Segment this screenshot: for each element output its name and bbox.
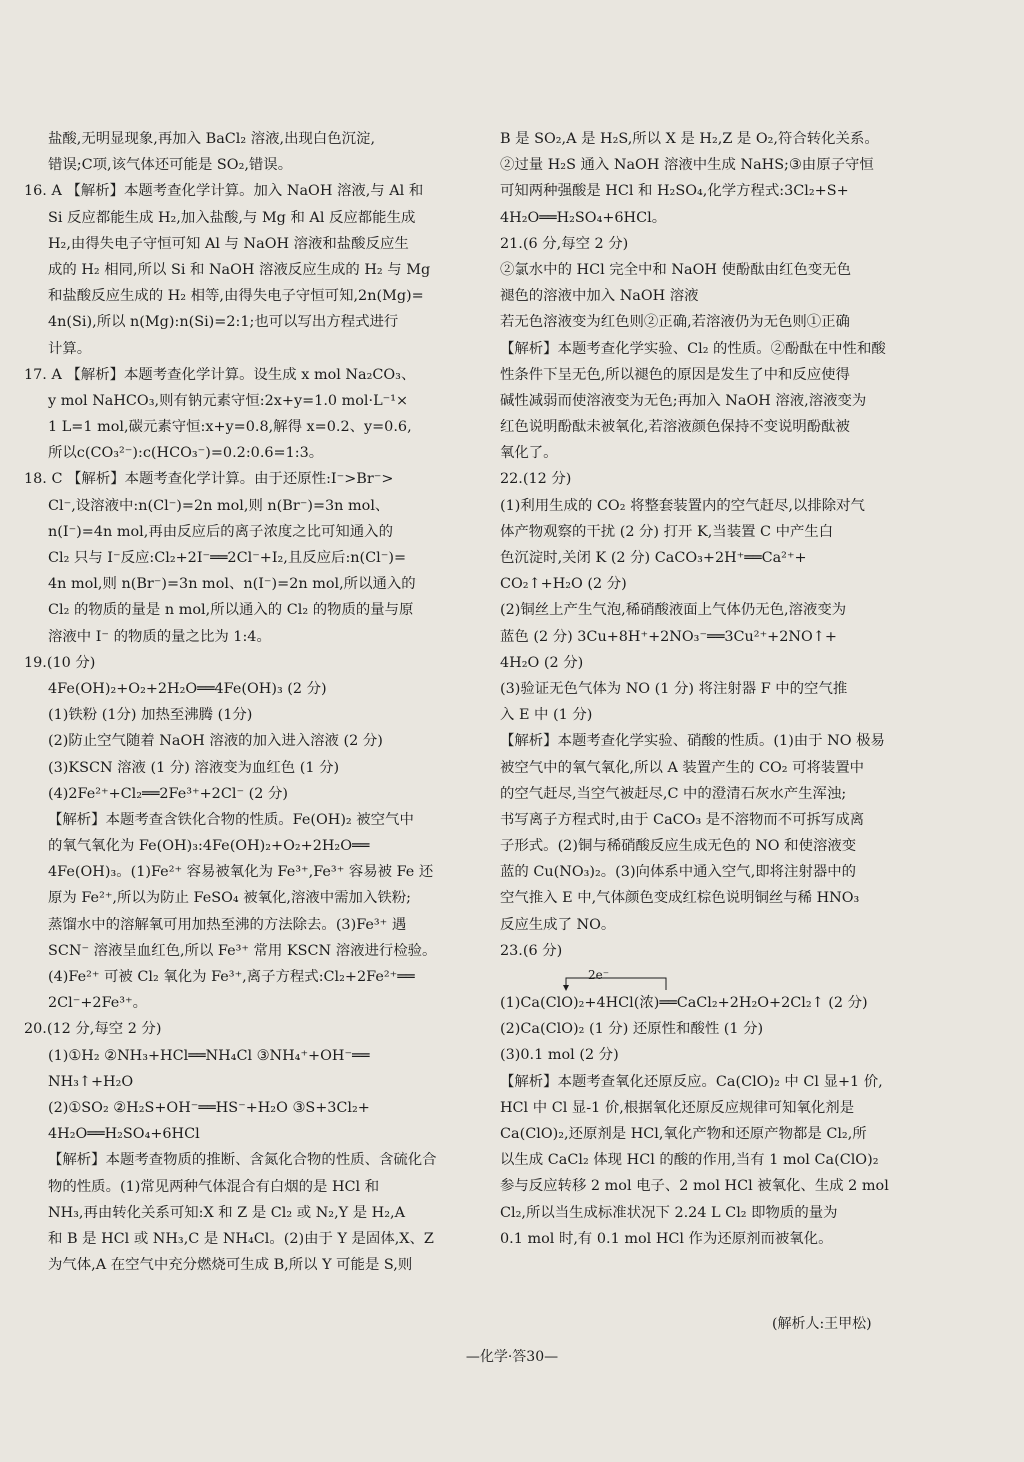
text-line: 参与反应转移 2 mol 电子、2 mol HCl 被氧化、生成 2 mol <box>500 1178 889 1195</box>
text-line: 21.(6 分,每空 2 分) <box>500 235 629 252</box>
text-line: 17. A 【解析】本题考查化学计算。设生成 x mol Na₂CO₃、 <box>24 366 416 383</box>
text-line: 【解析】本题考查含铁化合物的性质。Fe(OH)₂ 被空气中 <box>48 811 414 828</box>
text-line: 所以c(CO₃²⁻):c(HCO₃⁻)=0.2:0.6=1:3。 <box>48 445 324 462</box>
text-line: 计算。 <box>48 340 92 357</box>
text-line: H₂,由得失电子守恒可知 Al 与 NaOH 溶液和盐酸反应生 <box>48 235 409 252</box>
electron-transfer-arrow <box>500 964 920 990</box>
text-line: 【解析】本题考查化学实验、Cl₂ 的性质。②酚酞在中性和酸 <box>500 340 886 357</box>
text-line: 【解析】本题考查物质的推断、含氮化合物的性质、含硫化合 <box>48 1152 437 1169</box>
text-line: n(I⁻)=4n mol,再由反应后的离子浓度之比可知通入的 <box>48 523 393 540</box>
text-line: 19.(10 分) <box>24 654 96 671</box>
text-line: 20.(12 分,每空 2 分) <box>24 1021 162 1038</box>
text-line: (2)①SO₂ ②H₂S+OH⁻══HS⁻+H₂O ③S+3Cl₂+ <box>48 1099 370 1116</box>
text-line: (3)0.1 mol (2 分) <box>500 1047 619 1064</box>
text-line: 22.(12 分) <box>500 471 572 488</box>
text-line: (4)2Fe²⁺+Cl₂══2Fe³⁺+2Cl⁻ (2 分) <box>48 785 288 802</box>
text-line: 16. A 【解析】本题考查化学计算。加入 NaOH 溶液,与 Al 和 <box>24 183 424 200</box>
text-line: 1 L=1 mol,碳元素守恒:x+y=0.8,解得 x=0.2、y=0.6, <box>48 419 412 436</box>
text-line: 和盐酸反应生成的 H₂ 相等,由得失电子守恒可知,2n(Mg)= <box>48 288 424 305</box>
text-line: ②氯水中的 HCl 完全中和 NaOH 使酚酞由红色变无色 <box>500 261 852 278</box>
text-line: 【解析】本题考查氧化还原反应。Ca(ClO)₂ 中 Cl 显+1 价, <box>500 1073 883 1090</box>
text-line: 氧化了。 <box>500 445 558 462</box>
text-line: 蓝色 (2 分) 3Cu+8H⁺+2NO₃⁻══3Cu²⁺+2NO↑+ <box>500 628 837 645</box>
text-line: (3)验证无色气体为 NO (1 分) 将注射器 F 中的空气推 <box>500 680 848 697</box>
left-column <box>24 126 476 1278</box>
text-line: ②过量 H₂S 通入 NaOH 溶液中生成 NaHS;③由原子守恒 <box>500 157 874 174</box>
text-line: 4H₂O══H₂SO₄+6HCl。 <box>500 209 667 226</box>
text-line: y mol NaHCO₃,则有钠元素守恒:2x+y=1.0 mol·L⁻¹× <box>48 392 409 409</box>
text-line: (1)铁粉 (1分) 加热至沸腾 (1分) <box>48 707 253 724</box>
text-line: Cl₂ 的物质的量是 n mol,所以通入的 Cl₂ 的物质的量与原 <box>48 602 414 619</box>
text-line: 4Fe(OH)₂+O₂+2H₂O══4Fe(OH)₃ (2 分) <box>48 680 327 697</box>
text-line: 以生成 CaCl₂ 体现 HCl 的酸的作用,当有 1 mol Ca(ClO)₂ <box>500 1152 879 1169</box>
text-line: 蒸馏水中的溶解氧可用加热至沸的方法除去。(3)Fe³⁺ 遇 <box>48 916 407 933</box>
text-line: (3)KSCN 溶液 (1 分) 溶液变为血红色 (1 分) <box>48 759 340 776</box>
text-line: 4H₂O══H₂SO₄+6HCl <box>48 1126 200 1143</box>
text-line: 成的 H₂ 相同,所以 Si 和 NaOH 溶液反应生成的 H₂ 与 Mg <box>48 261 431 278</box>
text-line: 错误;C项,该气体还可能是 SO₂,错误。 <box>48 157 293 174</box>
text-line: 性条件下呈无色,所以褪色的原因是发生了中和反应使得 <box>500 366 850 383</box>
text-line: 4n mol,则 n(Br⁻)=3n mol、n(I⁻)=2n mol,所以通入的 <box>48 576 416 593</box>
text-line: 23.(6 分) <box>500 942 563 959</box>
text-line: 入 E 中 (1 分) <box>500 707 593 724</box>
text-line: 4n(Si),所以 n(Mg):n(Si)=2:1;也可以写出方程式进行 <box>48 314 399 331</box>
text-line: Si 反应都能生成 H₂,加入盐酸,与 Mg 和 Al 反应都能生成 <box>48 209 416 226</box>
text-line: Cl₂,所以当生成标准状况下 2.24 L Cl₂ 即物质的量为 <box>500 1204 838 1221</box>
text-line: 物的性质。(1)常见两种气体混合有白烟的是 HCl 和 <box>48 1178 380 1195</box>
text-line: 盐酸,无明显现象,再加入 BaCl₂ 溶液,出现白色沉淀, <box>48 131 376 147</box>
text-line: NH₃,再由转化关系可知:X 和 Z 是 Cl₂ 或 N₂,Y 是 H₂,A <box>48 1204 405 1221</box>
text-line: 色沉淀时,关闭 K (2 分) CaCO₃+2H⁺══Ca²⁺+ <box>500 550 807 566</box>
text-line: Cl₂ 只与 I⁻反应:Cl₂+2I⁻══2Cl⁻+I₂,且反应后:n(Cl⁻)= <box>48 550 407 566</box>
text-line: 原为 Fe²⁺,所以为防止 FeSO₄ 被氧化,溶液中需加入铁粉; <box>48 890 411 907</box>
text-line: 18. C 【解析】本题考查化学计算。由于还原性:I⁻>Br⁻> <box>24 471 394 488</box>
text-line: CO₂↑+H₂O (2 分) <box>500 576 627 593</box>
text-line: (2)铜丝上产生气泡,稀硝酸液面上气体仍无色,溶液变为 <box>500 602 847 619</box>
text-line: (2)Ca(ClO)₂ (1 分) 还原性和酸性 (1 分) <box>500 1021 764 1038</box>
text-line: 4Fe(OH)₃。(1)Fe²⁺ 容易被氧化为 Fe³⁺,Fe³⁺ 容易被 Fe 还 <box>48 864 434 881</box>
text-line: 反应生成了 NO。 <box>500 916 616 933</box>
text-line: 若无色溶液变为红色则②正确,若溶液仍为无色则①正确 <box>500 314 850 331</box>
text-line: SCN⁻ 溶液呈血红色,所以 Fe³⁺ 常用 KSCN 溶液进行检验。 <box>48 942 437 959</box>
text-line: Ca(ClO)₂,还原剂是 HCl,氧化产物和还原产物都是 Cl₂,所 <box>500 1125 867 1142</box>
text-line: 书写离子方程式时,由于 CaCO₃ 是不溶物而不可拆写成离 <box>500 811 865 828</box>
text-line: NH₃↑+H₂O <box>48 1073 134 1090</box>
text-line: 和 B 是 HCl 或 NH₃,C 是 NH₄Cl。(2)由于 Y 是固体,X、Z <box>48 1230 434 1247</box>
text-line: 4H₂O (2 分) <box>500 654 584 671</box>
page-footer: —化学·答30— <box>465 1349 559 1365</box>
text-line: 蓝的 Cu(NO₃)₂。(3)向体系中通入空气,即将注射器中的 <box>500 864 857 881</box>
electron-transfer-label: 2e⁻ <box>588 968 610 982</box>
text-line: 子形式。(2)铜与稀硝酸反应生成无色的 NO 和使溶液变 <box>500 838 857 855</box>
text-line: 体产物观察的干扰 (2 分) 打开 K,当装置 C 中产生白 <box>500 523 834 540</box>
text-line: 被空气中的氧气氧化,所以 A 装置产生的 CO₂ 可将装置中 <box>500 759 865 776</box>
text-line: 碱性减弱而使溶液变为无色;再加入 NaOH 溶液,溶液变为 <box>500 392 867 409</box>
right-column <box>500 126 920 1252</box>
text-line: 为气体,A 在空气中充分燃烧可生成 B,所以 Y 可能是 S,则 <box>48 1257 413 1274</box>
text-line: (2)防止空气随着 NaOH 溶液的加入进入溶液 (2 分) <box>48 733 383 750</box>
text-line: Cl⁻,设溶液中:n(Cl⁻)=2n mol,则 n(Br⁻)=3n mol、 <box>48 497 390 514</box>
text-line: 【解析】本题考查化学实验、硝酸的性质。(1)由于 NO 极易 <box>500 733 885 750</box>
text-line: 的氧气氧化为 Fe(OH)₃:4Fe(OH)₂+O₂+2H₂O══ <box>48 838 370 855</box>
text-line: (1)Ca(ClO)₂+4HCl(浓)══CaCl₂+2H₂O+2Cl₂↑ (2 分) <box>500 995 868 1011</box>
text-line: 空气推入 E 中,气体颜色变成红棕色说明铜丝与稀 HNO₃ <box>500 890 860 907</box>
text-line: 的空气赶尽,当空气被赶尽,C 中的澄清石灰水产生浑浊; <box>500 785 847 802</box>
analyst-signature: (解析人:王甲松) <box>772 1316 872 1332</box>
text-line: (1)①H₂ ②NH₃+HCl══NH₄Cl ③NH₄⁺+OH⁻══ <box>48 1047 370 1064</box>
text-line: 2Cl⁻+2Fe³⁺。 <box>48 995 148 1012</box>
text-line: 褪色的溶液中加入 NaOH 溶液 <box>500 288 699 305</box>
text-line: (1)利用生成的 CO₂ 将整套装置内的空气赶尽,以排除对气 <box>500 497 865 514</box>
text-line: 0.1 mol 时,有 0.1 mol HCl 作为还原剂而被氧化。 <box>500 1230 833 1247</box>
electron-arrow-icon <box>562 974 682 994</box>
text-line: HCl 中 Cl 显-1 价,根据氧化还原反应规律可知氧化剂是 <box>500 1099 855 1116</box>
text-line: 红色说明酚酞未被氧化,若溶液颜色保持不变说明酚酞被 <box>500 419 850 436</box>
text-line: 溶液中 I⁻ 的物质的量之比为 1:4。 <box>48 628 271 645</box>
text-line: 可知两种强酸是 HCl 和 H₂SO₄,化学方程式:3Cl₂+S+ <box>500 183 849 200</box>
text-line: (4)Fe²⁺ 可被 Cl₂ 氧化为 Fe³⁺,离子方程式:Cl₂+2Fe²⁺══ <box>48 969 415 985</box>
text-line: B 是 SO₂,A 是 H₂S,所以 X 是 H₂,Z 是 O₂,符合转化关系。 <box>500 131 879 147</box>
